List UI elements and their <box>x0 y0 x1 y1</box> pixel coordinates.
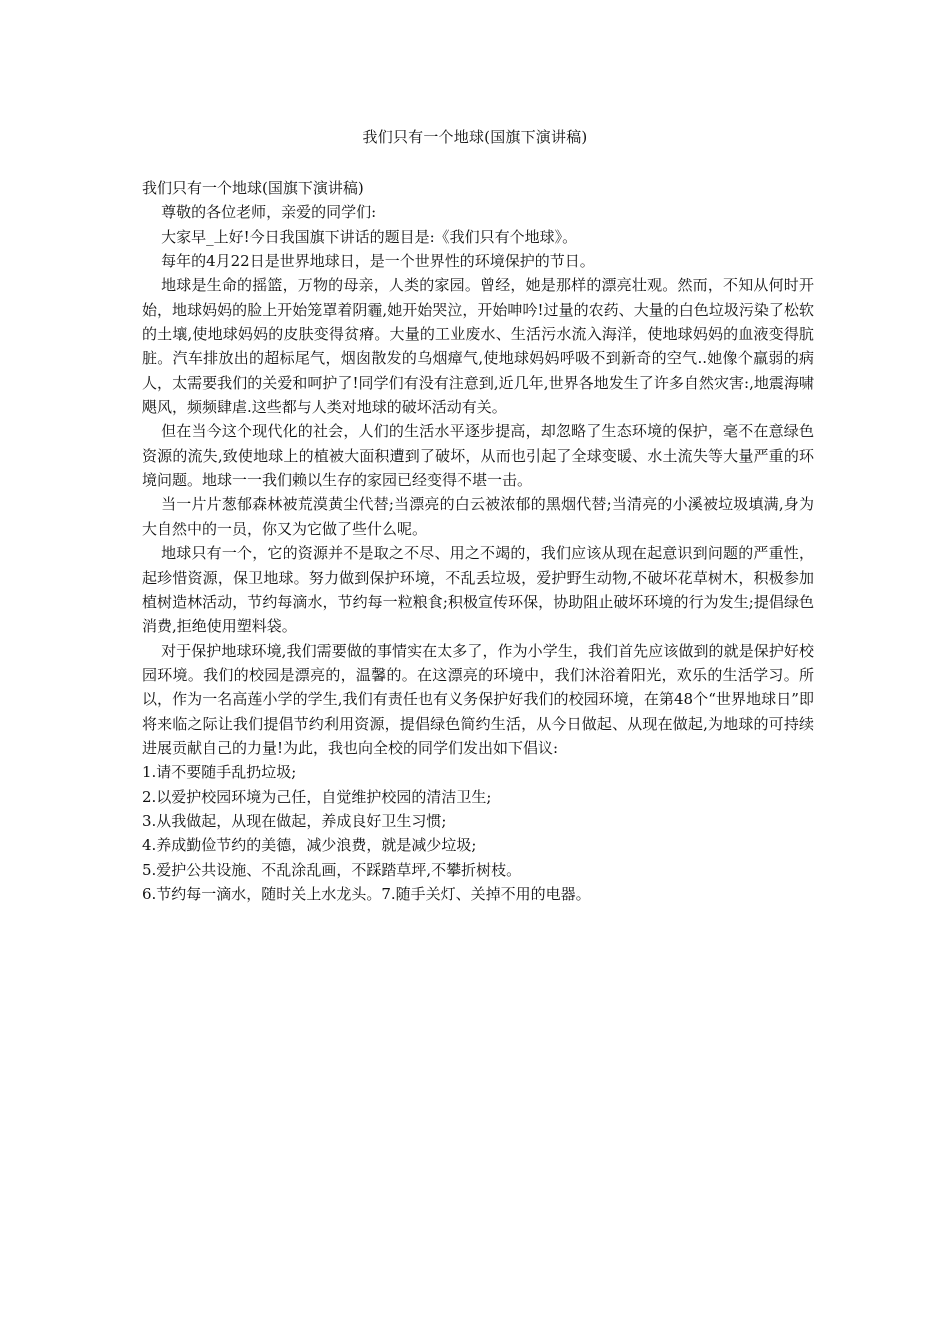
paragraph: 每年的4月22日是世界地球日，是一个世界性的环境保护的节日。 <box>161 252 595 271</box>
proposal-item: 6.节约每一滴水，随时关上水龙头。7.随手关灯、关掉不用的电器。 <box>142 884 591 903</box>
paragraph: 对于保护地球环境,我们需要做的事情实在太多了，作为小学生，我们首先应该做到的就是保护好校园环境。我们的校园是漂亮的，温馨的。在这漂亮的环境中，我们沐浴着阳光，欢乐的生活学习。所以，作为一名高莲小学的学生,我们有责任也有义务保护好我们的校园环境，在第48个“世界地球日”即将来临之际让我们提倡节约利用资源，提倡绿色简约生活，从今日做起、从现在做起,为地球的可持续进展贡献自己的力量!为此，我也向全校的同学们发出如下倡议: <box>142 641 814 757</box>
document-title: 我们只有一个地球(国旗下演讲稿) <box>362 128 588 146</box>
proposal-item: 3.从我做起，从现在做起，养成良好卫生习惯; <box>142 811 447 830</box>
document-subtitle: 我们只有一个地球(国旗下演讲稿) <box>142 179 364 197</box>
paragraph: 当一片片葱郁森林被荒漠黄尘代替;当漂亮的白云被浓郁的黑烟代替;当清亮的小溪被垃圾填满,身为大自然中的一员，你又为它做了些什么呢。 <box>142 495 814 538</box>
greeting: 尊敬的各位老师，亲爱的同学们: <box>161 203 377 222</box>
proposal-item: 4.养成勤俭节约的美德，减少浪费，就是减少垃圾; <box>142 836 477 855</box>
proposal-item: 5.爱护公共设施、不乱涂乱画，不踩踏草坪,不攀折树枝。 <box>142 860 522 879</box>
paragraph: 地球只有一个，它的资源并不是取之不尽、用之不竭的，我们应该从现在起意识到问题的严重性，起珍惜资源，保卫地球。努力做到保护环境，不乱丢垃圾，爱护野生动物,不破坏花草树木，积极参加植树造林活动，节约每滴水，节约每一粒粮食;积极宣传环保，协助阻止破坏环境的行为发生;提倡绿色消费,拒绝使用塑料袋。 <box>142 544 814 636</box>
opening-line: 大家早_上好!今日我国旗下讲话的题目是:《我们只有个地球》。 <box>161 227 578 246</box>
paragraph: 但在当今这个现代化的社会，人们的生活水平逐步提高，却忽略了生态环境的保护，毫不在意绿色资源的流失,致使地球上的植被大面积遭到了破坏，从而也引起了全球变暖、水土流失等大量严重的环境问题。地球一一我们赖以生存的家园已经变得不堪一击。 <box>142 422 814 490</box>
proposal-item: 1.请不要随手乱扔垃圾; <box>142 763 297 782</box>
document-body <box>142 176 814 906</box>
paragraph: 地球是生命的摇篮，万物的母亲，人类的家园。曾经，她是那样的漂亮壮观。然而，不知从何时开始，地球妈妈的脸上开始笼罩着阴霾,她开始哭泣，开始呻吟!过量的农药、大量的白色垃圾污染了松软的土壤,使地球妈妈的皮肤变得贫瘠。大量的工业废水、生活污水流入海洋，使地球妈妈的血液变得肮脏。汽车排放出的超标尾气，烟囱散发的乌烟瘴气,使地球妈妈呼吸不到新奇的空气..她像个羸弱的病人，太需要我们的关爱和呵护了!同学们有没有注意到,近几年,世界各地发生了许多自然灾害:,地震海啸飓风，频频肆虐.这些都与人类对地球的破坏活动有关。 <box>142 276 814 417</box>
proposal-item: 2.以爱护校园环境为己任，自觉维护校园的清洁卫生; <box>142 787 492 806</box>
